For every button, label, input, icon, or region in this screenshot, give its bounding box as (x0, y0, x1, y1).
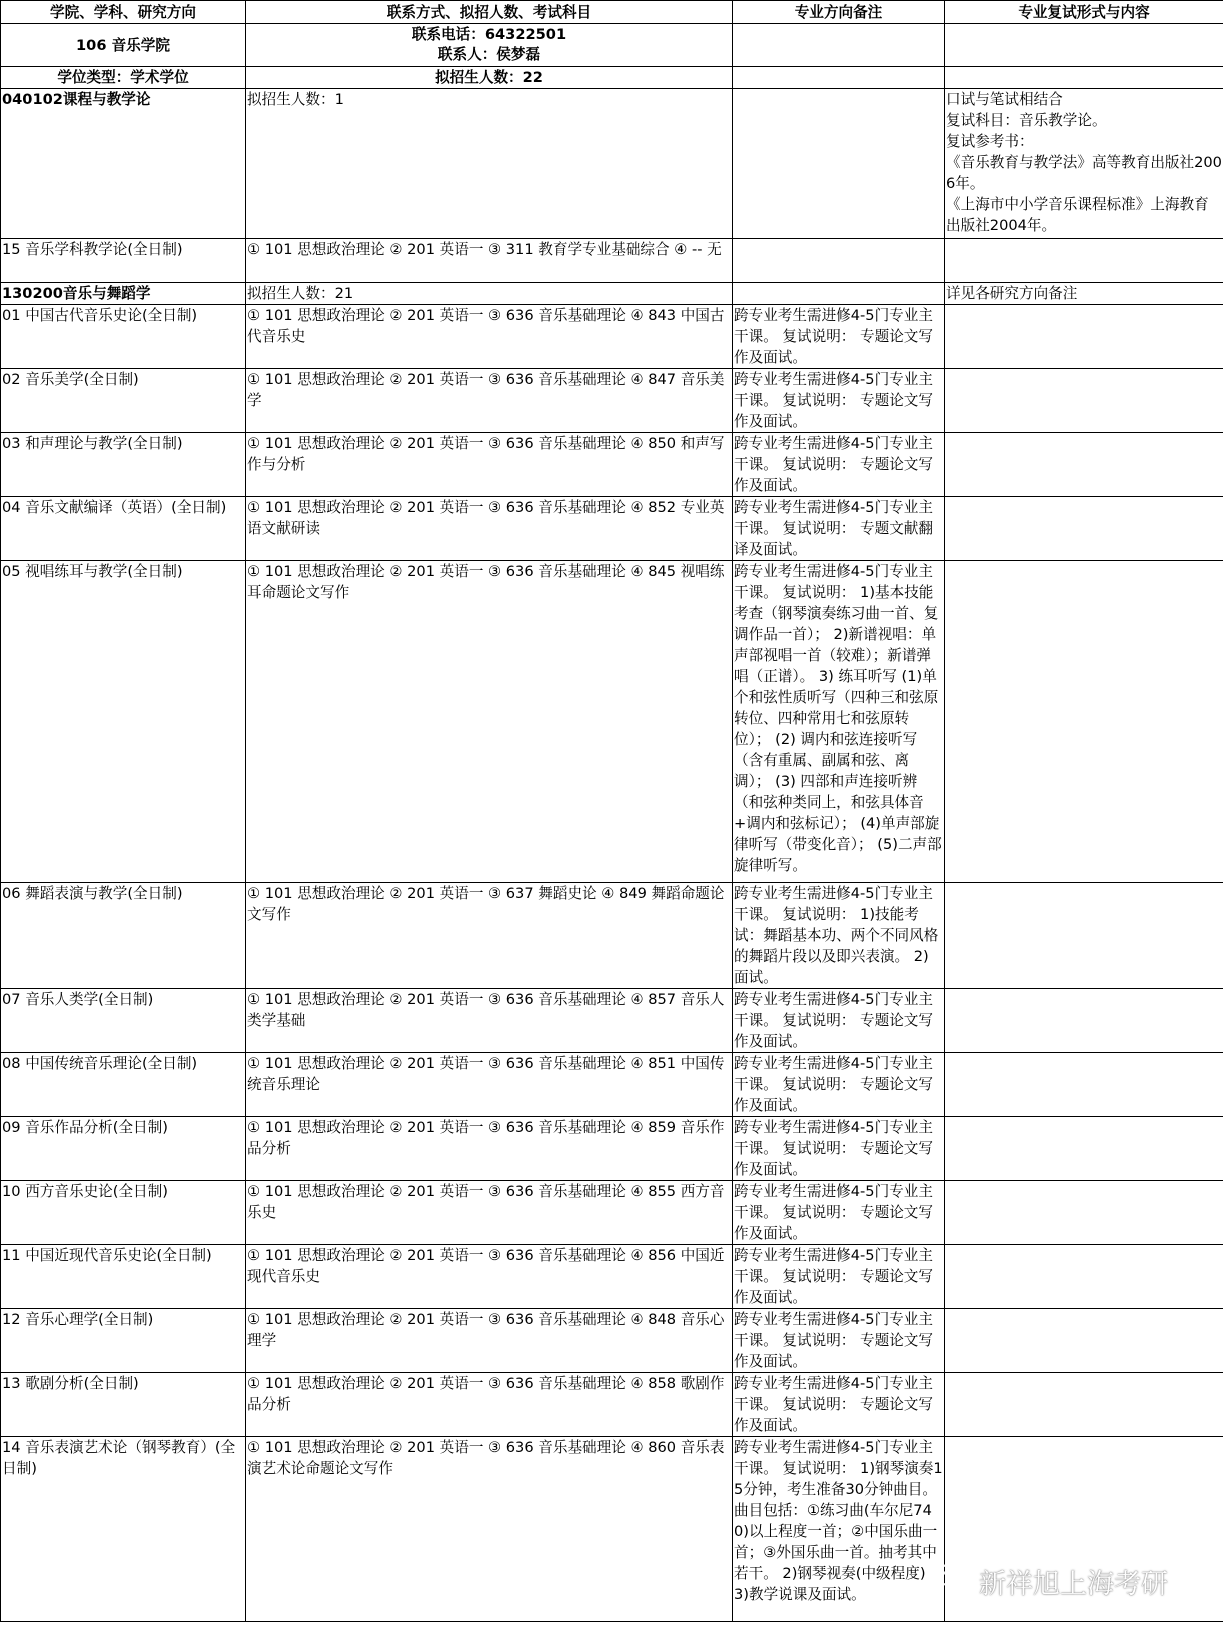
major-name: 040102课程与教学论 (1, 89, 246, 239)
direction-name: 07 音乐人类学(全日制) (1, 989, 246, 1053)
direction-exams: ① 101 思想政治理论 ② 201 英语一 ③ 636 音乐基础理论 ④ 848 音乐心理学 (246, 1309, 733, 1373)
direction-row (1, 1117, 1223, 1181)
empty-cell (945, 1245, 1223, 1309)
empty-cell (733, 24, 945, 67)
direction-note: 跨专业考生需进修4-5门专业主干课。 复试说明： 专题论文写作及面试。 (733, 1181, 945, 1245)
empty-cell (945, 67, 1223, 89)
major-name: 130200音乐与舞蹈学 (1, 283, 246, 305)
direction-exams: ① 101 思想政治理论 ② 201 英语一 ③ 636 音乐基础理论 ④ 858 歌剧作品分析 (246, 1373, 733, 1437)
watermark (935, 1562, 1168, 1601)
empty-cell (945, 1117, 1223, 1181)
direction-exams: ① 101 思想政治理论 ② 201 英语一 ③ 636 音乐基础理论 ④ 860 音乐表演艺术论命题论文写作 (246, 1437, 733, 1622)
direction-note: 跨专业考生需进修4-5门专业主干课。 复试说明： 专题论文写作及面试。 (733, 369, 945, 433)
direction-note: 跨专业考生需进修4-5门专业主干课。 复试说明： 专题论文写作及面试。 (733, 1245, 945, 1309)
direction-note: 跨专业考生需进修4-5门专业主干课。 复试说明： 专题论文写作及面试。 (733, 1373, 945, 1437)
watermark-text: 新祥旭上海考研 (979, 1569, 1168, 1600)
direction-name: 03 和声理论与教学(全日制) (1, 433, 246, 497)
wechat-icon (935, 1563, 979, 1600)
empty-cell (945, 305, 1223, 369)
empty-cell (945, 239, 1223, 283)
direction-row (1, 883, 1223, 989)
direction-exams: ① 101 思想政治理论 ② 201 英语一 ③ 637 舞蹈史论 ④ 849 舞蹈命题论文写作 (246, 883, 733, 989)
major-row (1, 283, 1223, 305)
school-row (1, 24, 1223, 67)
direction-name: 15 音乐学科教学论(全日制) (1, 239, 246, 283)
direction-name: 06 舞蹈表演与教学(全日制) (1, 883, 246, 989)
empty-cell (945, 1053, 1223, 1117)
direction-exams: ① 101 思想政治理论 ② 201 英语一 ③ 636 音乐基础理论 ④ 843 中国古代音乐史 (246, 305, 733, 369)
direction-exams: ① 101 思想政治理论 ② 201 英语一 ③ 636 音乐基础理论 ④ 859 音乐作品分析 (246, 1117, 733, 1181)
direction-name: 13 歌剧分析(全日制) (1, 1373, 246, 1437)
direction-note: 跨专业考生需进修4-5门专业主干课。 复试说明： 专题论文写作及面试。 (733, 989, 945, 1053)
direction-exams: ① 101 思想政治理论 ② 201 英语一 ③ 636 音乐基础理论 ④ 855 西方音乐史 (246, 1181, 733, 1245)
direction-note: 跨专业考生需进修4-5门专业主干课。 复试说明： 专题文献翻译及面试。 (733, 497, 945, 561)
header-cell: 专业复试形式与内容 (945, 1, 1223, 24)
direction-name: 14 音乐表演艺术论（钢琴教育）(全日制) (1, 1437, 246, 1622)
empty-cell (733, 89, 945, 239)
direction-row (1, 561, 1223, 883)
direction-row (1, 1053, 1223, 1117)
empty-cell (945, 24, 1223, 67)
direction-note: 跨专业考生需进修4-5门专业主干课。 复试说明： 1)基本技能考查（钢琴演奏练习曲一首、复调作品一首）； 2)新谱视唱：单声部视唱一首（较难）；新谱弹唱（正谱）。 3) 练耳听写 (1)单个和弦性质听写（四种三和弦原转位、四种常用七和弦原转位）； (2) 调内和弦连接听写（含有重属、副属和弦、离调）； (3) 四部和声连接听辨（和弦种类同上，和弦具体音+调内和弦标记）； (4)单声部旋律听写（带变化音）； (5)二声部旋律听写。 (733, 561, 945, 883)
enroll-total: 拟招生人数：22 (246, 67, 733, 89)
school-phone: 联系电话：64322501 (411, 26, 567, 43)
direction-name: 09 音乐作品分析(全日制) (1, 1117, 246, 1181)
direction-exams: ① 101 思想政治理论 ② 201 英语一 ③ 311 教育学专业基础综合 ④ -- 无 (246, 239, 733, 283)
empty-cell (733, 239, 945, 283)
direction-note: 跨专业考生需进修4-5门专业主干课。 复试说明： 专题论文写作及面试。 (733, 1053, 945, 1117)
direction-name: 01 中国古代音乐史论(全日制) (1, 305, 246, 369)
empty-cell (945, 883, 1223, 989)
direction-row (1, 305, 1223, 369)
header-row (1, 1, 1223, 24)
empty-cell (945, 497, 1223, 561)
header-cell: 专业方向备注 (733, 1, 945, 24)
empty-cell (945, 1309, 1223, 1373)
direction-exams: ① 101 思想政治理论 ② 201 英语一 ③ 636 音乐基础理论 ④ 845 视唱练耳命题论文写作 (246, 561, 733, 883)
direction-note: 跨专业考生需进修4-5门专业主干课。 复试说明： 专题论文写作及面试。 (733, 1309, 945, 1373)
direction-name: 05 视唱练耳与教学(全日制) (1, 561, 246, 883)
direction-name: 02 音乐美学(全日制) (1, 369, 246, 433)
direction-name: 08 中国传统音乐理论(全日制) (1, 1053, 246, 1117)
direction-exams: ① 101 思想政治理论 ② 201 英语一 ③ 636 音乐基础理论 ④ 852 专业英语文献研读 (246, 497, 733, 561)
empty-cell (945, 561, 1223, 883)
direction-exams: ① 101 思想政治理论 ② 201 英语一 ③ 636 音乐基础理论 ④ 847 音乐美学 (246, 369, 733, 433)
empty-cell (945, 433, 1223, 497)
major-retest: 详见各研究方向备注 (945, 283, 1223, 305)
direction-row (1, 989, 1223, 1053)
direction-row (1, 239, 1223, 283)
direction-exams: ① 101 思想政治理论 ② 201 英语一 ③ 636 音乐基础理论 ④ 851 中国传统音乐理论 (246, 1053, 733, 1117)
major-retest: 口试与笔试相结合 复试科目：音乐教学论。 复试参考书： 《音乐教育与教学法》高等教育出版社2006年。 《上海市中小学音乐课程标准》上海教育出版社2004年。 (945, 89, 1223, 239)
direction-exams: ① 101 思想政治理论 ② 201 英语一 ③ 636 音乐基础理论 ④ 850 和声写作与分析 (246, 433, 733, 497)
direction-row (1, 433, 1223, 497)
school-contact: 联系人：侯梦磊 (437, 46, 541, 63)
header-cell: 学院、学科、研究方向 (1, 1, 246, 24)
direction-row (1, 497, 1223, 561)
direction-note: 跨专业考生需进修4-5门专业主干课。 复试说明： 1)钢琴演奏15分钟，考生准备30分钟曲目。 曲目包括：①练习曲(车尔尼740)以上程度一首；②中国乐曲一首；③外国乐曲一首。抽考其中若干。 2)钢琴视奏(中级程度) 3)教学说课及面试。 (733, 1437, 945, 1622)
empty-cell (733, 67, 945, 89)
degree-type: 学位类型：学术学位 (1, 67, 246, 89)
empty-cell (733, 283, 945, 305)
direction-note: 跨专业考生需进修4-5门专业主干课。 复试说明： 专题论文写作及面试。 (733, 305, 945, 369)
direction-row (1, 1181, 1223, 1245)
direction-exams: ① 101 思想政治理论 ② 201 英语一 ③ 636 音乐基础理论 ④ 857 音乐人类学基础 (246, 989, 733, 1053)
empty-cell (945, 369, 1223, 433)
school-name: 106 音乐学院 (1, 24, 246, 67)
direction-name: 04 音乐文献编译（英语）(全日制) (1, 497, 246, 561)
direction-name: 11 中国近现代音乐史论(全日制) (1, 1245, 246, 1309)
direction-note: 跨专业考生需进修4-5门专业主干课。 复试说明： 1)技能考试：舞蹈基本功、两个不同风格的舞蹈片段以及即兴表演。 2)面试。 (733, 883, 945, 989)
direction-note: 跨专业考生需进修4-5门专业主干课。 复试说明： 专题论文写作及面试。 (733, 1117, 945, 1181)
direction-row (1, 1373, 1223, 1437)
direction-name: 10 西方音乐史论(全日制) (1, 1181, 246, 1245)
degree-row (1, 67, 1223, 89)
direction-row (1, 369, 1223, 433)
empty-cell (945, 989, 1223, 1053)
header-cell: 联系方式、拟招人数、考试科目 (246, 1, 733, 24)
major-row (1, 89, 1223, 239)
major-enroll: 拟招生人数：1 (246, 89, 733, 239)
empty-cell (945, 1373, 1223, 1437)
direction-exams: ① 101 思想政治理论 ② 201 英语一 ③ 636 音乐基础理论 ④ 856 中国近现代音乐史 (246, 1245, 733, 1309)
direction-row (1, 1309, 1223, 1373)
direction-row (1, 1245, 1223, 1309)
direction-note: 跨专业考生需进修4-5门专业主干课。 复试说明： 专题论文写作及面试。 (733, 433, 945, 497)
major-enroll: 拟招生人数：21 (246, 283, 733, 305)
direction-name: 12 音乐心理学(全日制) (1, 1309, 246, 1373)
school-contact-cell (246, 24, 733, 67)
empty-cell (945, 1181, 1223, 1245)
